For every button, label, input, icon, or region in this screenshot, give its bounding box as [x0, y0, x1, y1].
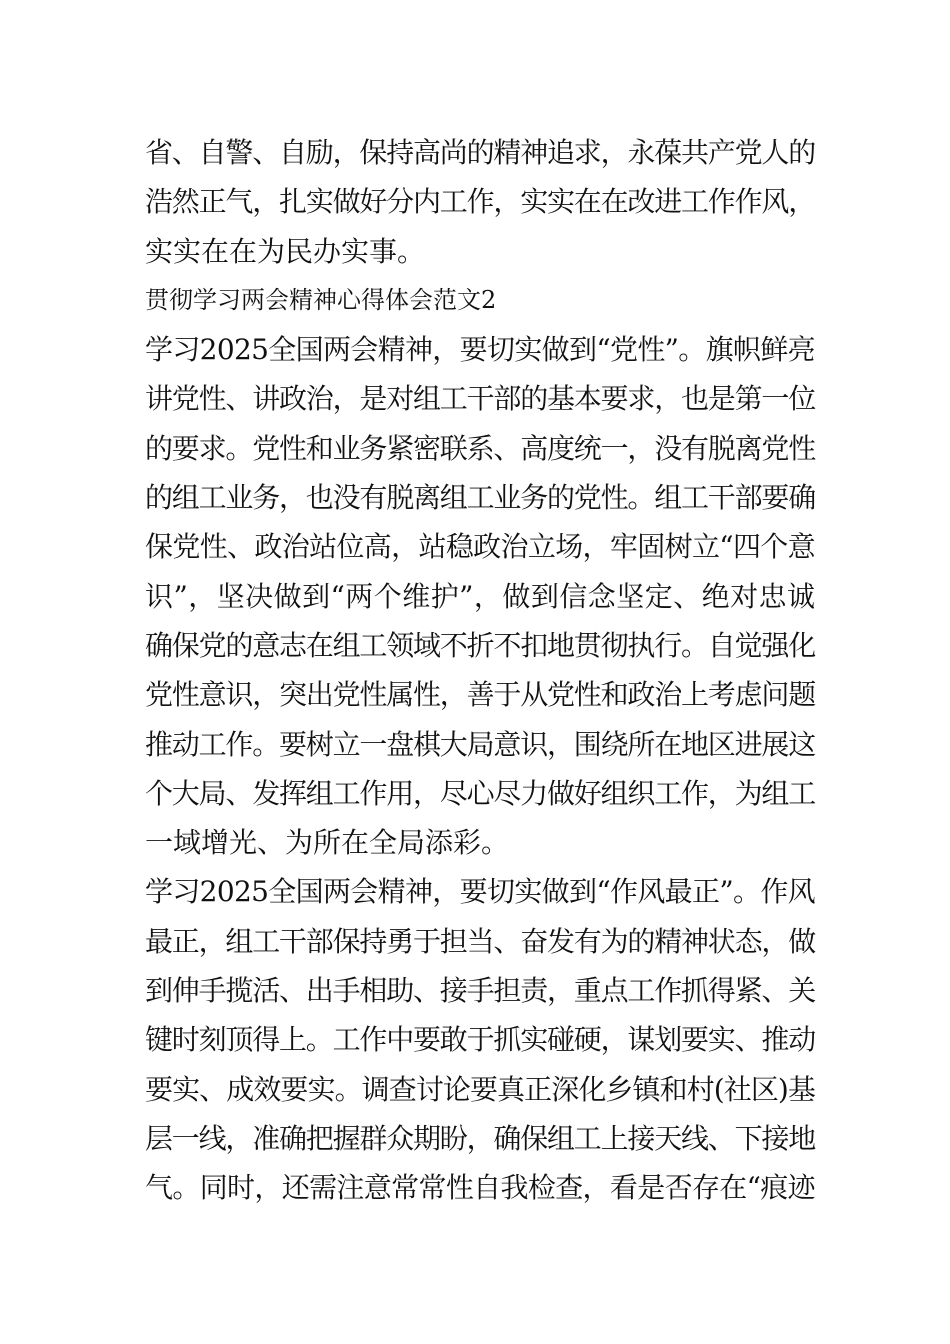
document-body [145, 128, 815, 1213]
text-line: 一域增光、为所在全局添彩。 [145, 826, 510, 860]
text-line: 最正，组工干部保持勇于担当、奋发有为的精神状态，做 [145, 924, 815, 958]
text-line: 的要求。党性和业务紧密联系、高度统一，没有脱离党性 [145, 431, 815, 465]
text-line: 讲党性、讲政治，是对组工干部的基本要求，也是第一位 [145, 382, 815, 416]
text-line: 浩然正气，扎实做好分内工作，实实在在改进工作作风， [145, 185, 815, 219]
text-line: 确保党的意志在组工领域不折不扣地贯彻执行。自觉强化 [145, 628, 815, 662]
text-line: 学习2025全国两会精神，要切实做到“作风最正”。作风 [145, 875, 815, 909]
text-line: 省、自警、自励，保持高尚的精神追求，永葆共产党人的 [145, 136, 815, 169]
text-line: 键时刻顶得上。工作中要敢于抓实碰硬，谋划要实、推动 [145, 1023, 815, 1057]
text-line: 识”，坚决做到“两个维护”，做到信念坚定、绝对忠诚 [145, 579, 815, 613]
text-line: 保党性、政治站位高，站稳政治立场，牢固树立“四个意 [145, 530, 815, 564]
text-line: 党性意识，突出党性属性，善于从党性和政治上考虑问题 [145, 678, 815, 712]
text-line: 学习2025全国两会精神，要切实做到“党性”。旗帜鲜亮 [145, 333, 815, 367]
text-line: 的组工业务，也没有脱离组工业务的党性。组工干部要确 [145, 481, 815, 515]
text-line: 层一线，准确把握群众期盼，确保组工上接天线、下接地 [145, 1121, 815, 1155]
text-line: 推动工作。要树立一盘棋大局意识，围绕所在地区进展这 [145, 727, 815, 761]
text-line: 要实、成效要实。调查讨论要真正深化乡镇和村(社区)基 [145, 1072, 815, 1106]
text-line: 到伸手揽活、出手相助、接手担责，重点工作抓得紧、关 [145, 974, 815, 1008]
text-line: 实实在在为民办实事。 [145, 234, 426, 268]
section-heading: 贯彻学习两会精神心得体会范文2 [145, 285, 497, 314]
text-line: 气。同时，还需注意常常性自我检查，看是否存在“痕迹 [145, 1171, 815, 1205]
text-line: 个大局、发挥组工作用，尽心尽力做好组织工作，为组工 [145, 776, 815, 810]
